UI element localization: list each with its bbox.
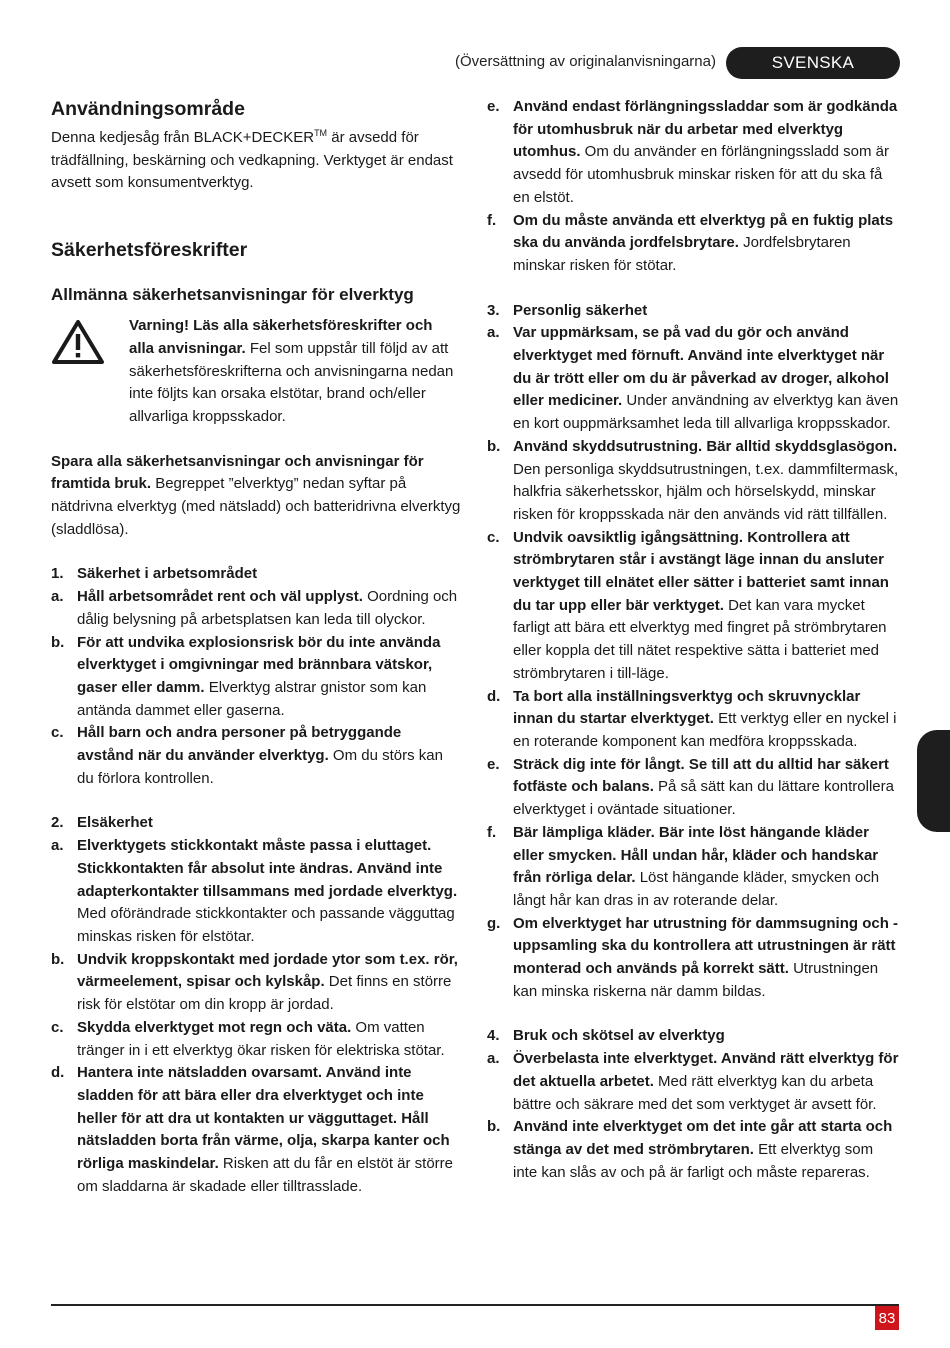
- item-label: c.: [487, 528, 500, 546]
- left-column: [51, 96, 461, 1198]
- list-item: [487, 210, 899, 278]
- item-bold: Överbelasta inte elverktyget. Använd rätt elverktyg för det aktuella arbetet.: [513, 1050, 899, 1090]
- item-bold: Undvik kroppskontakt med jordade ytor som t.ex. rör, värmeelement, spisar och kylskåp.: [77, 950, 458, 991]
- list-item: [51, 1062, 461, 1198]
- item-bold: Håll arbetsområdet rent och väl upplyst.: [77, 588, 363, 606]
- item-bold: För att undvika explosionsrisk bör du inte använda elverktyget i omgivningar med brännbara vätskor, gaser eller damm.: [77, 633, 441, 696]
- item-bold: Sträck dig inte för långt. Se till att du alltid har säkert fotfäste och balans.: [513, 755, 889, 796]
- item-body: Under användning av elverktyg kan även en kort ouppmärksamhet leda till allvarliga kroppsskador.: [513, 392, 899, 433]
- item-body: Ett elverktyg som inte kan slås av och på är farligt och måste repareras.: [513, 1140, 874, 1181]
- item-text: [513, 1116, 899, 1184]
- item-label: a.: [487, 324, 500, 342]
- item-bold: Var uppmärksam, se på vad du gör och använd elverktyget med förnuft. Använd inte elverktyget när du är trött eller om du är påverkad av droger, alkohol eller mediciner.: [513, 324, 889, 410]
- item-label: b.: [51, 950, 65, 968]
- list-item: [51, 632, 461, 723]
- section-2-continued-list: [487, 96, 899, 278]
- item-text: [77, 722, 461, 790]
- item-body: Oordning och dålig belysning på arbetsplatsen kan leda till olyckor.: [77, 588, 458, 628]
- general-safety-title: Allmänna säkerhetsanvisningar för elverktyg: [51, 285, 414, 305]
- item-body: Om du använder en förlängningssladd som är avsedd för utomhusbruk minskar risken för att du ska få en elstöt.: [513, 143, 890, 206]
- list-item: [487, 913, 899, 1004]
- list-item: [487, 322, 899, 436]
- warning-bold: Varning! Läs alla säkerhetsföreskrifter och alla anvisningar.: [129, 317, 433, 357]
- section-number: 2.: [51, 814, 64, 832]
- item-bold: Använd skyddsutrustning. Bär alltid skyddsglasögon.: [513, 437, 898, 455]
- item-label: f.: [487, 211, 497, 229]
- item-label: e.: [487, 755, 500, 773]
- item-text: [513, 822, 899, 913]
- usage-title: Användningsområde: [51, 98, 245, 120]
- item-label: c.: [51, 724, 64, 742]
- section-2-list: [51, 835, 461, 1198]
- item-body: Det kan vara mycket farligt att bära ett elverktyg med fingret på strömbrytaren eller koppla det till nätet respektive sätta i batteriet med strömbrytaren i till-läge.: [513, 596, 887, 682]
- list-item: [487, 822, 899, 913]
- language-label: SVENSKA: [771, 53, 855, 72]
- warning-triangle-icon: [51, 315, 129, 429]
- item-bold: Undvik oavsiktlig igångsättning. Kontrollera att strömbrytaren står i avstängt läge innan du ansluter verktyget till elnätet eller sätter i batteriet samt innan du tar upp eller bär verktyget.: [513, 528, 889, 614]
- translation-note: (Översättning av originalanvisningarna): [455, 53, 716, 70]
- section-number: 3.: [487, 301, 500, 319]
- item-body: Om vatten tränger in i ett elverktyg ökar risken för elektriska stötar.: [77, 1018, 445, 1059]
- save-instructions: [51, 451, 461, 542]
- section-title: Personlig säkerhet: [513, 301, 648, 319]
- list-item: [487, 436, 899, 527]
- item-label: e.: [487, 98, 500, 115]
- item-body: På så sätt kan du lättare kontrollera elverktyget i oväntade situationer.: [513, 778, 894, 819]
- item-label: b.: [487, 1118, 501, 1136]
- item-body: Med rätt elverktyg kan du arbeta bättre och säkrare med det som verktyget är avsett för.: [513, 1072, 877, 1113]
- item-text: [513, 322, 899, 436]
- item-bold: Om du måste använda ett elverktyg på en fuktig plats ska du använda jordfelsbrytare.: [513, 211, 894, 252]
- page-number: 83: [875, 1306, 899, 1330]
- item-text: [77, 1062, 461, 1198]
- language-badge: [726, 47, 900, 79]
- item-bold: Bär lämpliga kläder. Bär inte löst hängande kläder eller smycken. Håll undan hår, kläder och handskar från rörliga delar.: [513, 823, 879, 887]
- save-bold: Spara alla säkerhetsanvisningar och anvisningar för framtida bruk.: [51, 452, 424, 493]
- item-body: Den personliga skyddsutrustningen, t.ex. dammfiltermask, halkfria säkerhetsskor, hjälm och hörselskydd, minskar risken för kroppsskada när den används vid rätt tillfällen.: [513, 460, 899, 523]
- right-column: [487, 96, 899, 1184]
- item-text: [513, 96, 899, 210]
- warning-block: [51, 315, 461, 429]
- section-title: Säkerhet i arbetsområdet: [77, 565, 258, 583]
- item-text: [513, 754, 899, 822]
- save-body: Begreppet ”elverktyg” nedan syftar på nätdrivna elverktyg (med nätsladd) och batteridrivna elverktyg (sladdlösa).: [51, 475, 461, 538]
- item-bold: Använd inte elverktyget om det inte går att starta och stänga av det med strömbrytaren.: [513, 1118, 893, 1158]
- item-text: [513, 1048, 899, 1116]
- list-item: [487, 1116, 899, 1184]
- list-item: [487, 96, 899, 210]
- item-text: [77, 586, 461, 631]
- section-4-heading: [487, 1025, 899, 1048]
- item-text: [513, 527, 899, 686]
- section-title: Elsäkerhet: [77, 814, 153, 832]
- side-tab-marker: [917, 730, 950, 832]
- item-label: g.: [487, 914, 501, 932]
- section-4-list: [487, 1048, 899, 1184]
- warning-text: [129, 315, 461, 429]
- item-body: Elverktyg alstrar gnistor som kan antända dammet eller gaserna.: [77, 678, 427, 719]
- item-text: [513, 686, 899, 754]
- item-label: c.: [51, 1018, 64, 1036]
- section-3-heading: [487, 300, 899, 323]
- item-text: [77, 632, 461, 723]
- section-1-list: [51, 586, 461, 790]
- section-2-heading: [51, 812, 461, 835]
- item-bold: Håll barn och andra personer på betryggande avstånd när du använder elverktyg.: [77, 724, 402, 765]
- item-text: [77, 1017, 461, 1062]
- section-1-heading: [51, 563, 461, 586]
- section-3-list: [487, 322, 899, 1003]
- item-body: Jordfelsbrytaren minskar risken för stötar.: [513, 234, 851, 274]
- item-bold: Använd endast förlängningssladdar som är godkända för utomhusbruk när du arbetar med elverktyg utomhus.: [513, 98, 898, 161]
- list-item: [51, 949, 461, 1017]
- item-label: d.: [487, 687, 501, 705]
- item-label: a.: [51, 588, 64, 606]
- safety-title: Säkerhetsföreskrifter: [51, 239, 248, 262]
- list-item: [487, 527, 899, 686]
- item-text: [513, 436, 899, 527]
- list-item: [51, 835, 461, 949]
- item-bold: Om elverktyget har utrustning för dammsugning och -uppsamling ska du kontrollera att utrustningen är rätt monterad och används på korrekt sätt.: [513, 914, 899, 978]
- usage-text-pre: Denna kedjesåg från BLACK+DECKER: [51, 129, 315, 146]
- usage-paragraph: [51, 122, 461, 195]
- item-body: Löst hängande kläder, smycken och långt hår kan dras in av roterande delar.: [513, 869, 880, 909]
- list-item: [51, 722, 461, 790]
- item-text: [77, 835, 461, 949]
- item-body: Det finns en större risk för elstötar om din kropp är jordad.: [77, 973, 452, 1014]
- footer-rule: [51, 1304, 899, 1306]
- item-body: Om du störs kan du förlora kontrollen.: [77, 747, 443, 787]
- list-item: [51, 1017, 461, 1062]
- section-number: 1.: [51, 565, 64, 583]
- list-item: [487, 754, 899, 822]
- item-text: [513, 913, 899, 1004]
- item-text: [513, 210, 899, 278]
- item-label: f.: [487, 823, 497, 841]
- item-label: a.: [487, 1050, 500, 1068]
- list-item: [487, 686, 899, 754]
- item-text: [77, 949, 461, 1017]
- list-item: [51, 586, 461, 631]
- trademark-mark: TM: [314, 128, 328, 138]
- list-item: [487, 1048, 899, 1116]
- item-body: Utrustningen kan minska riskerna när damm bildas.: [513, 960, 879, 1000]
- usage-text-post: är avsedd för trädfällning, beskärning och vedkapning. Verktyget är endast avsett som konsumentverktyg.: [51, 129, 453, 192]
- item-body: Med oförändrade stickkontakter och passande vägguttag minskas risken för elstötar.: [77, 905, 455, 945]
- item-body: Ett verktyg eller en nyckel i en roterande komponent kan medföra kroppsskada.: [513, 710, 897, 750]
- item-bold: Elverktygets stickkontakt måste passa i eluttaget. Stickkontakten får absolut inte ändras. Använd inte adapterkontakter tillsammans med jordade elverktyg.: [77, 837, 458, 900]
- item-bold: Hantera inte nätsladden ovarsamt. Använd inte sladden för att bära eller dra elverktyget och inte heller för att dra ut kontakten ur vägguttaget. Håll nätsladden borta från värme, olja, skarpa kanter och rörliga maskindelar.: [77, 1064, 450, 1173]
- item-body: Risken att du får en elstöt är större om sladdarna är skadade eller tilltrasslade.: [77, 1155, 454, 1195]
- item-label: b.: [51, 633, 65, 651]
- section-number: 4.: [487, 1027, 500, 1045]
- item-label: b.: [487, 437, 501, 455]
- section-title: Bruk och skötsel av elverktyg: [513, 1027, 725, 1045]
- item-bold: Ta bort alla inställningsverktyg och skruvnycklar innan du startar elverktyget.: [513, 687, 861, 728]
- item-label: a.: [51, 837, 64, 855]
- warning-body: Fel som uppstår till följd av att säkerhetsföreskrifterna och anvisningarna nedan inte följts kan orsaka elstötar, brand och/eller allvarliga kroppsskador.: [129, 339, 454, 425]
- item-label: d.: [51, 1064, 65, 1082]
- item-bold: Skydda elverktyget mot regn och väta.: [77, 1018, 352, 1036]
